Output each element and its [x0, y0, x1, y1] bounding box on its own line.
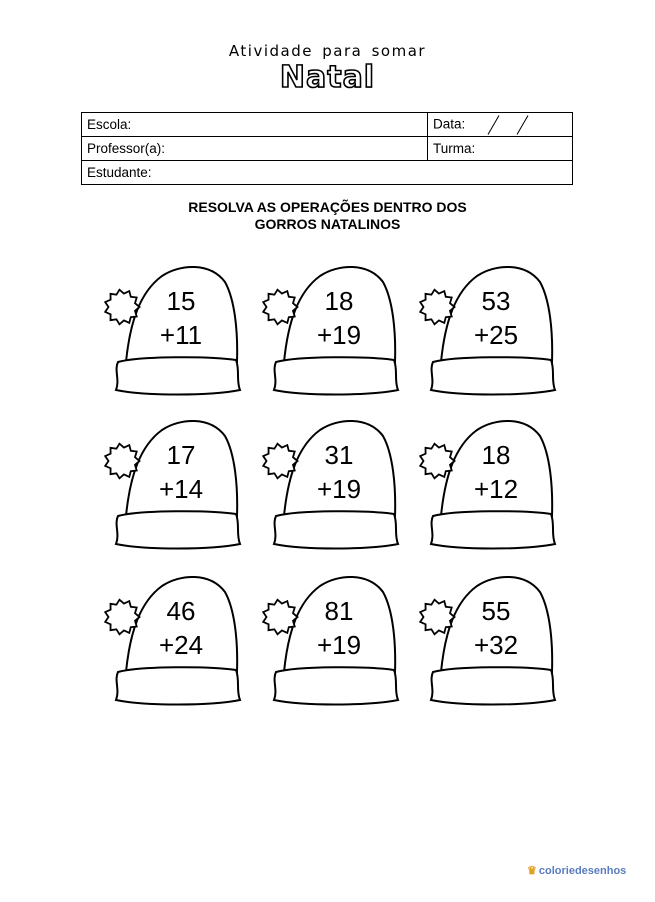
addend-1: 17	[166, 440, 196, 470]
footer-logo	[527, 864, 626, 877]
hat-problem	[258, 262, 408, 407]
date-separator	[517, 115, 529, 135]
hat-problem	[100, 572, 250, 717]
date-field[interactable]	[428, 113, 573, 137]
hat-problem	[100, 262, 250, 407]
date-label: Data:	[433, 116, 466, 132]
hat-problem	[258, 572, 408, 717]
hat-problem	[100, 416, 250, 561]
hat-problem	[415, 416, 565, 561]
addend-1: 15	[166, 286, 196, 316]
student-label: Estudante:	[87, 165, 152, 180]
date-separator	[488, 115, 500, 135]
hat-problem	[415, 262, 565, 407]
addend-2: +25	[473, 320, 519, 350]
class-field[interactable]	[428, 137, 573, 161]
crown-icon: ♛	[527, 865, 537, 877]
school-field[interactable]	[82, 113, 428, 137]
teacher-label: Professor(a):	[87, 141, 166, 156]
addend-2: +19	[316, 630, 362, 660]
addend-2: +11	[159, 320, 203, 350]
addend-1: 31	[324, 440, 354, 470]
addend-2: +32	[473, 630, 519, 660]
addend-2: +12	[473, 474, 519, 504]
instruction	[0, 199, 655, 233]
addend-2: +24	[158, 630, 204, 660]
worksheet-subtitle: Atividade para somar	[228, 42, 427, 60]
teacher-field[interactable]	[82, 137, 428, 161]
addend-2: +19	[316, 474, 362, 504]
addend-2: +19	[316, 320, 362, 350]
school-label: Escola:	[87, 117, 132, 132]
addend-1: 18	[324, 286, 354, 316]
addend-1: 81	[324, 596, 354, 626]
hat-problem	[415, 572, 565, 717]
addend-1: 53	[481, 286, 511, 316]
class-label: Turma:	[433, 141, 476, 156]
addend-1: 46	[166, 596, 196, 626]
addend-1: 18	[481, 440, 511, 470]
worksheet-title: Natal	[279, 60, 376, 95]
footer-brand: coloriedesenhos	[538, 865, 627, 877]
addend-1: 55	[481, 596, 511, 626]
instruction-line-2: GORROS NATALINOS	[254, 216, 401, 232]
addend-2: +14	[158, 474, 204, 504]
instruction-line-1: RESOLVA AS OPERAÇÕES DENTRO DOS	[188, 199, 467, 215]
student-field[interactable]	[82, 161, 573, 185]
hat-problem	[258, 416, 408, 561]
student-info-form	[81, 112, 573, 185]
